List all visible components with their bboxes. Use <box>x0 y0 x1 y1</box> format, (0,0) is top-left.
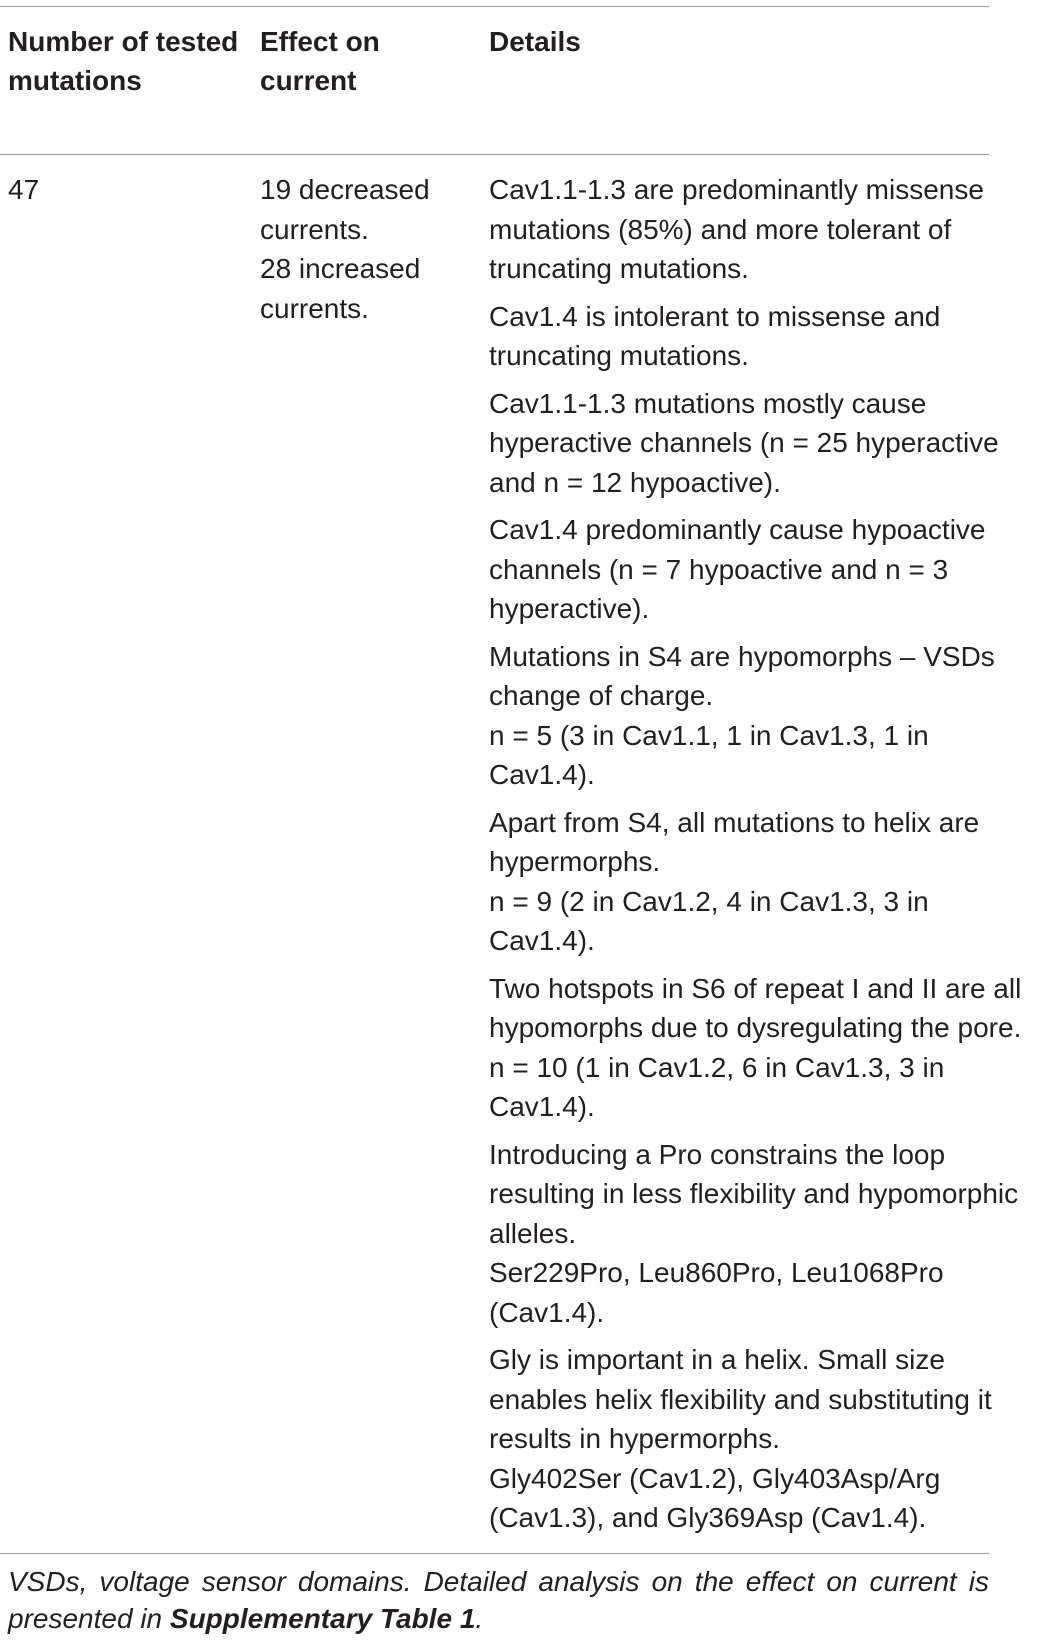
table-bottom-rule <box>0 1553 989 1554</box>
cell-effect-on-current <box>260 170 460 328</box>
table-footnote <box>8 1563 989 1637</box>
footnote-reference: Supplementary Table 1 <box>169 1603 476 1634</box>
table-top-rule <box>0 6 989 7</box>
header-number-of-tested-mutations: Number of tested mutations <box>8 26 239 96</box>
footnote-end: . <box>475 1603 484 1634</box>
cell-mutation-count: 47 <box>8 174 40 205</box>
detail-item: Cav1.4 predominantly cause hypoactive channels (n = 7 hypoactive and n = 3 hyperactive). <box>489 514 986 624</box>
detail-item: Cav1.1-1.3 mutations mostly cause hyperactive channels (n = 25 hyperactive and n = 12 hypoactive). <box>489 387 999 498</box>
header-effect-on-current: Effect on current <box>260 26 380 96</box>
detail-item: Gly is important in a helix. Small size enables helix flexibility and substituting it results in hypermorphs. Gly402Ser (Cav1.2), Gly403Asp/Arg (Cav1.3), and Gly369Asp (Cav1.4). <box>489 1344 992 1533</box>
detail-item: Cav1.4 is intolerant to missense and truncating mutations. <box>489 300 941 371</box>
header-rule <box>0 154 989 155</box>
detail-item: Introducing a Pro constrains the loop resulting in less flexibility and hypomorphic alleles. Ser229Pro, Leu860Pro, Leu1068Pro (Cav1.4). <box>489 1138 1019 1328</box>
detail-item: Two hotspots in S6 of repeat I and II are all hypomorphs due to dysregulating the pore. n = 10 (1 in Cav1.2, 6 in Cav1.3, 3 in Cav1.4). <box>489 972 1022 1122</box>
footnote-text: VSDs, voltage sensor domains. Detailed analysis on the effect on current is presented in <box>8 1566 989 1634</box>
detail-item: Cav1.1-1.3 are predominantly missense mutations (85%) and more tolerant of truncating mutations. <box>489 174 984 284</box>
header-details: Details <box>489 26 581 57</box>
cell-details <box>489 170 1029 1546</box>
effect-decreased: 19 decreased currents. <box>260 174 430 245</box>
detail-item: Mutations in S4 are hypomorphs – VSDs change of charge. n = 5 (3 in Cav1.1, 1 in Cav1.3, 1 in Cav1.4). <box>489 640 995 790</box>
effect-increased: 28 increased currents. <box>260 253 421 324</box>
detail-item: Apart from S4, all mutations to helix are hypermorphs. n = 9 (2 in Cav1.2, 4 in Cav1.3, 3 in Cav1.4). <box>489 806 980 956</box>
